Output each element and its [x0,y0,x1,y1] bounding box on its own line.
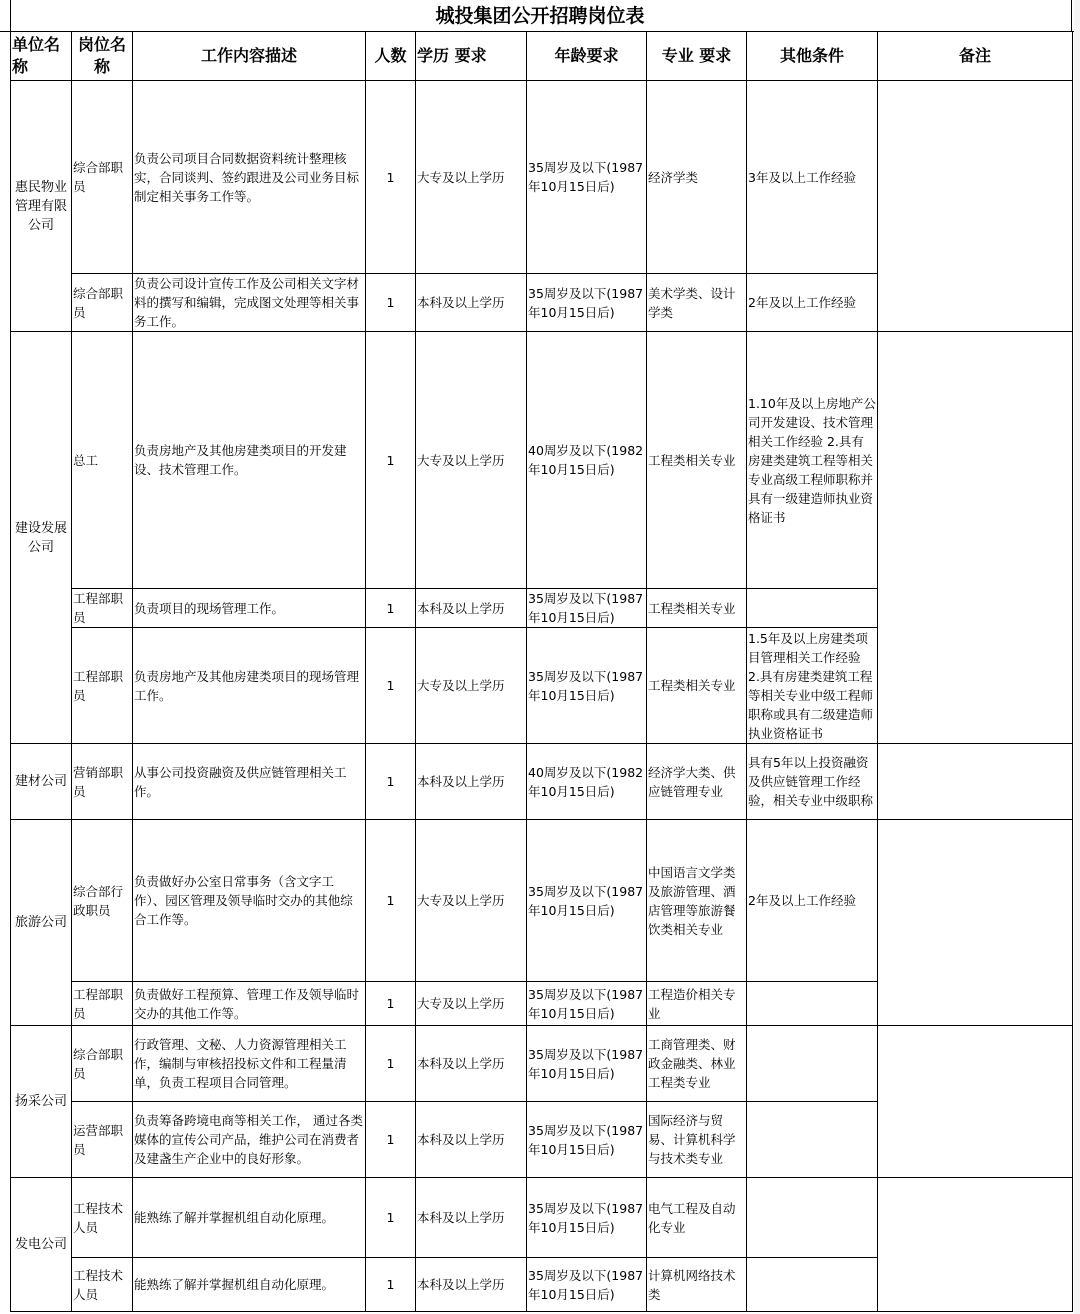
other-cell [747,1026,878,1102]
age-cell: 35周岁及以下(1987年10月15日后) [527,1026,647,1102]
sheet-title: 城投集团公开招聘岗位表 [0,0,1080,32]
post-cell: 运营部职员 [72,1102,133,1178]
unit-cell-jianshe: 建设发展公司 [11,332,72,744]
edu-cell: 大专及以上学历 [416,81,527,274]
desc-cell: 负责做好办公室日常事务（含文字工作）、园区管理及领导临时交办的其他综合工作等。 [133,820,366,982]
edu-cell: 大专及以上学历 [416,982,527,1026]
other-cell: 1.5年及以上房建类项目管理相关工作经验 2.具有房建类建筑工程等相关专业中级工程师职称或具有二级建造师执业资格证书 [747,628,878,744]
age-cell: 35周岁及以下(1987年10月15日后) [527,820,647,982]
header-age: 年龄要求 [527,32,647,81]
other-cell [747,589,878,628]
edu-cell: 本科及以上学历 [416,589,527,628]
header-count: 人数 [366,32,416,81]
age-cell: 35周岁及以下(1987年10月15日后) [527,81,647,274]
major-cell: 工商管理类、财政金融类、林业工程类专业 [647,1026,747,1102]
major-cell: 工程类相关专业 [647,589,747,628]
count-cell: 1 [366,744,416,820]
header-other: 其他条件 [747,32,878,81]
major-cell: 工程类相关专业 [647,332,747,589]
post-cell: 工程部职员 [72,589,133,628]
unit-cell-yangcai: 扬采公司 [11,1026,72,1178]
major-cell: 电气工程及自动化专业 [647,1178,747,1258]
unit-cell-fadian: 发电公司 [11,1178,72,1312]
sheet-edge [1074,0,1080,1314]
age-cell: 35周岁及以下(1987年10月15日后) [527,1178,647,1258]
post-cell: 工程技术人员 [72,1258,133,1312]
other-cell: 2年及以上工作经验 [747,820,878,982]
unit-cell-huimin: 惠民物业管理有限公司 [11,81,72,332]
other-cell [747,1178,878,1258]
desc-cell: 能熟练了解并掌握机组自动化原理。 [133,1178,366,1258]
post-cell: 营销部职员 [72,744,133,820]
desc-cell: 负责公司项目合同数据资料统计整理核实，合同谈判、签约跟进及公司业务目标制定相关事务工作等。 [133,81,366,274]
age-cell: 35周岁及以下(1987年10月15日后) [527,1102,647,1178]
post-cell: 综合部行政职员 [72,820,133,982]
major-cell: 经济学大类、供应链管理专业 [647,744,747,820]
desc-cell: 行政管理、文秘、人力资源管理相关工作，编制与审核招投标文件和工程量清单，负责工程项目合同管理。 [133,1026,366,1102]
count-cell: 1 [366,820,416,982]
table-row [11,744,1073,820]
remark-cell [878,744,1073,820]
count-cell: 1 [366,982,416,1026]
post-cell: 综合部职员 [72,81,133,274]
header-row [11,32,1073,81]
header-edu: 学历 要求 [416,32,527,81]
header-unit: 单位名称 [11,32,72,81]
desc-cell: 负责项目的现场管理工作。 [133,589,366,628]
post-cell: 工程部职员 [72,982,133,1026]
table-row [11,820,1073,982]
count-cell: 1 [366,1178,416,1258]
count-cell: 1 [366,1258,416,1312]
positions-table [10,31,1073,1312]
post-cell: 综合部职员 [72,1026,133,1102]
post-cell: 总工 [72,332,133,589]
header-post: 岗位名称 [72,32,133,81]
remark-cell [878,332,1073,744]
major-cell: 中国语言文学类及旅游管理、酒店管理等旅游餐饮类相关专业 [647,820,747,982]
desc-cell: 负责房地产及其他房建类项目的现场管理工作。 [133,628,366,744]
desc-cell: 负责房地产及其他房建类项目的开发建设、技术管理工作。 [133,332,366,589]
count-cell: 1 [366,1102,416,1178]
count-cell: 1 [366,1026,416,1102]
unit-cell-jiancai: 建材公司 [11,744,72,820]
title-rule-right [1071,0,1072,32]
edu-cell: 大专及以上学历 [416,628,527,744]
count-cell: 1 [366,589,416,628]
desc-cell: 能熟练了解并掌握机组自动化原理。 [133,1258,366,1312]
remark-cell [878,1026,1073,1178]
other-cell: 1.10年及以上房地产公司开发建设、技术管理相关工作经验 2.具有房建类建筑工程等相关专业高级工程师职称并具有一级建造师执业资格证书 [747,332,878,589]
other-cell: 3年及以上工作经验 [747,81,878,274]
header-remark: 备注 [878,32,1073,81]
table-row [11,332,1073,589]
remark-cell [878,1178,1073,1312]
header-major: 专业 要求 [647,32,747,81]
age-cell: 40周岁及以下(1982年10月15日后) [527,332,647,589]
major-cell: 工程造价相关专业 [647,982,747,1026]
other-cell: 2年及以上工作经验 [747,274,878,332]
count-cell: 1 [366,332,416,589]
age-cell: 35周岁及以下(1987年10月15日后) [527,982,647,1026]
other-cell [747,1102,878,1178]
major-cell: 美术学类、设计学类 [647,274,747,332]
header-desc: 工作内容描述 [133,32,366,81]
count-cell: 1 [366,628,416,744]
major-cell: 工程类相关专业 [647,628,747,744]
edu-cell: 本科及以上学历 [416,744,527,820]
table-row [11,81,1073,274]
table-row [11,1026,1073,1102]
age-cell: 35周岁及以下(1987年10月15日后) [527,274,647,332]
count-cell: 1 [366,81,416,274]
edu-cell: 本科及以上学历 [416,1178,527,1258]
post-cell: 工程技术人员 [72,1178,133,1258]
age-cell: 35周岁及以下(1987年10月15日后) [527,1258,647,1312]
edu-cell: 大专及以上学历 [416,332,527,589]
other-cell [747,1258,878,1312]
table-row [11,1178,1073,1258]
desc-cell: 负责做好工程预算、管理工作及领导临时交办的其他工作等。 [133,982,366,1026]
edu-cell: 大专及以上学历 [416,820,527,982]
other-cell: 具有5年以上投资融资及供应链管理工作经验，相关专业中级职称 [747,744,878,820]
count-cell: 1 [366,274,416,332]
age-cell: 35周岁及以下(1987年10月15日后) [527,589,647,628]
edu-cell: 本科及以上学历 [416,1258,527,1312]
post-cell: 综合部职员 [72,274,133,332]
desc-cell: 从事公司投资融资及供应链管理相关工作。 [133,744,366,820]
desc-cell: 负责筹备跨境电商等相关工作， 通过各类媒体的宣传公司产品，维护公司在消费者及建盏生产企业中的良好形象。 [133,1102,366,1178]
desc-cell: 负责公司设计宣传工作及公司相关文字材料的撰写和编辑，完成图文处理等相关事务工作。 [133,274,366,332]
remark-cell [878,820,1073,1026]
major-cell: 国际经济与贸易、计算机科学与技术类专业 [647,1102,747,1178]
major-cell: 计算机网络技术类 [647,1258,747,1312]
unit-cell-lvyou: 旅游公司 [11,820,72,1026]
other-cell [747,982,878,1026]
remark-cell [878,81,1073,332]
age-cell: 40周岁及以下(1982年10月15日后) [527,744,647,820]
edu-cell: 本科及以上学历 [416,1102,527,1178]
edu-cell: 本科及以上学历 [416,1026,527,1102]
post-cell: 工程部职员 [72,628,133,744]
major-cell: 经济学类 [647,81,747,274]
edu-cell: 本科及以上学历 [416,274,527,332]
age-cell: 35周岁及以下(1987年10月15日后) [527,628,647,744]
